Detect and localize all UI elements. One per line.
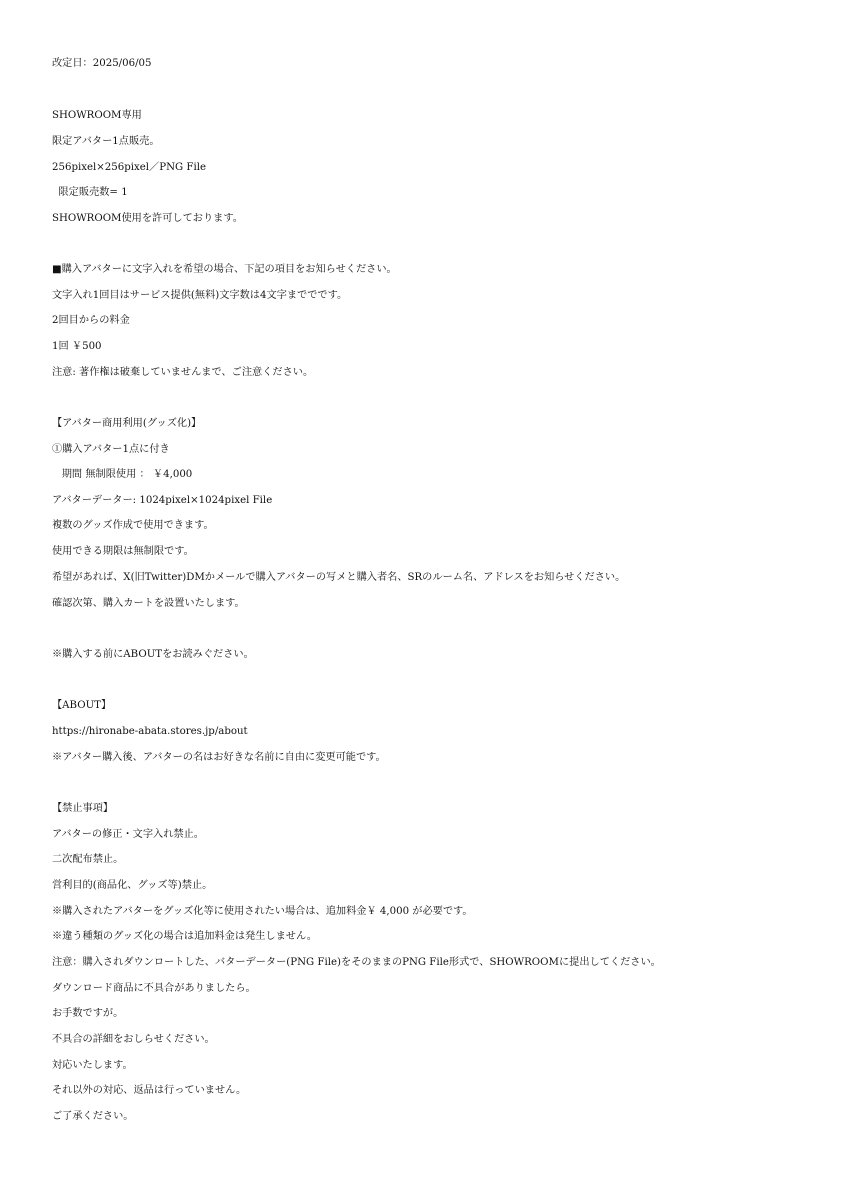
prohibited-line: お手数ですが。 bbox=[52, 1008, 124, 1019]
lettering-line: 2回目からの料金 bbox=[52, 315, 130, 326]
lettering-note: 注意: 著作権は破棄していませんまで、ご注意ください。 bbox=[52, 367, 314, 378]
commercial-line: 希望があれば、X(旧Twitter)DMかメールで購入アバターの写メと購入者名、SRのルーム名、アドレスをお知らせください。 bbox=[52, 572, 626, 583]
commercial-price: 期間 無制限使用 ： ￥4,000 bbox=[52, 469, 193, 480]
intro-line: SHOWROOM使用を許可しております。 bbox=[52, 213, 243, 224]
prohibited-line: ダウンロード商品に不具合がありましたら。 bbox=[52, 983, 256, 994]
revised-date: 改定日：2025/06/05 bbox=[52, 58, 152, 69]
lettering-line: 文字入れ1回目はサービス提供(無料)文字数は4文字まででです。 bbox=[52, 290, 348, 301]
document-page bbox=[52, 0, 832, 1200]
lettering-price: 1回 ￥500 bbox=[52, 341, 102, 352]
intro-line: 限定販売数= 1 bbox=[52, 187, 128, 198]
commercial-line: ①購入アバター1点に付き bbox=[52, 444, 170, 455]
prohibited-line: ※違う種類のグッズ化の場合は追加料金は発生しません。 bbox=[52, 931, 317, 942]
commercial-line: アバターデーター: 1024pixel×1024pixel File bbox=[52, 495, 273, 506]
about-heading: 【ABOUT】 bbox=[52, 700, 112, 711]
prohibited-line: ご了承ください。 bbox=[52, 1111, 134, 1122]
about-line: ※アバター購入後、アバターの名はお好きな名前に自由に変更可能です。 bbox=[52, 752, 386, 763]
prohibited-line: それ以外の対応、返品は行っていません。 bbox=[52, 1085, 247, 1096]
about-notice: ※購入する前にABOUTをお読みぐださい。 bbox=[52, 649, 254, 660]
commercial-line: 使用できる期限は無制限です。 bbox=[52, 546, 194, 557]
commercial-line: 確認次第、購入カートを設置いたします。 bbox=[52, 598, 245, 609]
prohibited-line: 営利目的(商品化、グッズ等)禁止。 bbox=[52, 880, 213, 891]
prohibited-line: ※購入されたアバターをグッズ化等に使用されたい場合は、追加料金￥ 4,000 が必要です。 bbox=[52, 906, 473, 917]
commercial-heading: 【アバター商用利用(グッズ化)】 bbox=[52, 418, 202, 429]
commercial-line: 複数のグッズ作成で使用できます。 bbox=[52, 520, 214, 531]
prohibited-heading: 【禁止事項】 bbox=[52, 803, 114, 814]
about-link[interactable]: https://hironabe-abata.stores.jp/about bbox=[52, 726, 248, 737]
prohibited-line: アバターの修正・文字入れ禁止。 bbox=[52, 829, 204, 840]
lettering-line: ■購入アバターに文字入れを希望の場合、下記の項目をお知らせください。 bbox=[52, 264, 397, 275]
intro-title: SHOWROOM専用 bbox=[52, 110, 142, 121]
prohibited-line: 不具合の詳細をおしらせください。 bbox=[52, 1034, 215, 1045]
intro-line: 限定アバター1点販売。 bbox=[52, 136, 160, 147]
prohibited-line: 注意：購入されダウンロートした、バターデーター(PNG File)をそのままのPNG File形式で、SHOWROOMに提出してください。 bbox=[52, 957, 661, 968]
intro-line: 256pixel×256pixel／PNG File bbox=[52, 162, 206, 173]
prohibited-line: 対応いたします。 bbox=[52, 1060, 133, 1071]
prohibited-line: 二次配布禁止。 bbox=[52, 854, 124, 865]
